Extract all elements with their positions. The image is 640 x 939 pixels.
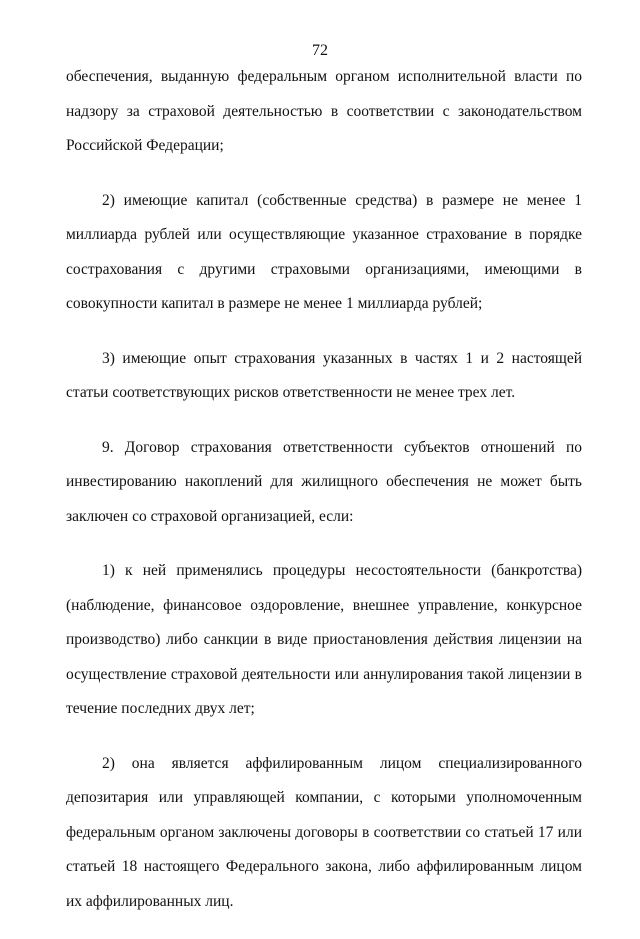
paragraph-item-2: 2) имеющие капитал (собственные средства) в размере не менее 1 миллиарда рублей или осуществляющие указанное страхование в порядке сострахования с другими страховыми организациями, имеющими в совокупности капитал в размере не менее 1 миллиарда рублей; <box>66 191 582 312</box>
paragraph-continuation: обеспечения, выданную федеральным органом исполнительной власти по надзору за страховой деятельностью в соответствии с законодательством Российской Федерации; <box>66 68 582 154</box>
paragraph-item-3: 3) имеющие опыт страхования указанных в частях 1 и 2 настоящей статьи соответствующих рисков ответственности не менее трех лет. <box>66 349 582 401</box>
paragraph-clause-9: 9. Договор страхования ответственности субъектов отношений по инвестированию накоплений для жилищного обеспечения не может быть заключен со страховой организацией, если: <box>66 438 582 525</box>
page-number: 72 <box>312 42 328 59</box>
paragraph-clause-9-item-2: 2) она является аффилированным лицом специализированного депозитария или управляющей компании, с которыми уполномоченным федеральным органом заключены договоры в соответствии со статьей 17 или статьей 18 настоящего Федерального закона, либо аффилированным лицом их аффилированных лиц. <box>66 754 582 910</box>
paragraph-clause-9-item-1: 1) к ней применялись процедуры несостоятельности (банкротства) (наблюдение, финансовое оздоровление, внешнее управление, конкурсное производство) либо санкции в виде приостановления действия лицензии на осуществление страховой деятельности или аннулирования такой лицензии в течение последних двух лет; <box>66 562 582 717</box>
document-body <box>66 60 582 939</box>
